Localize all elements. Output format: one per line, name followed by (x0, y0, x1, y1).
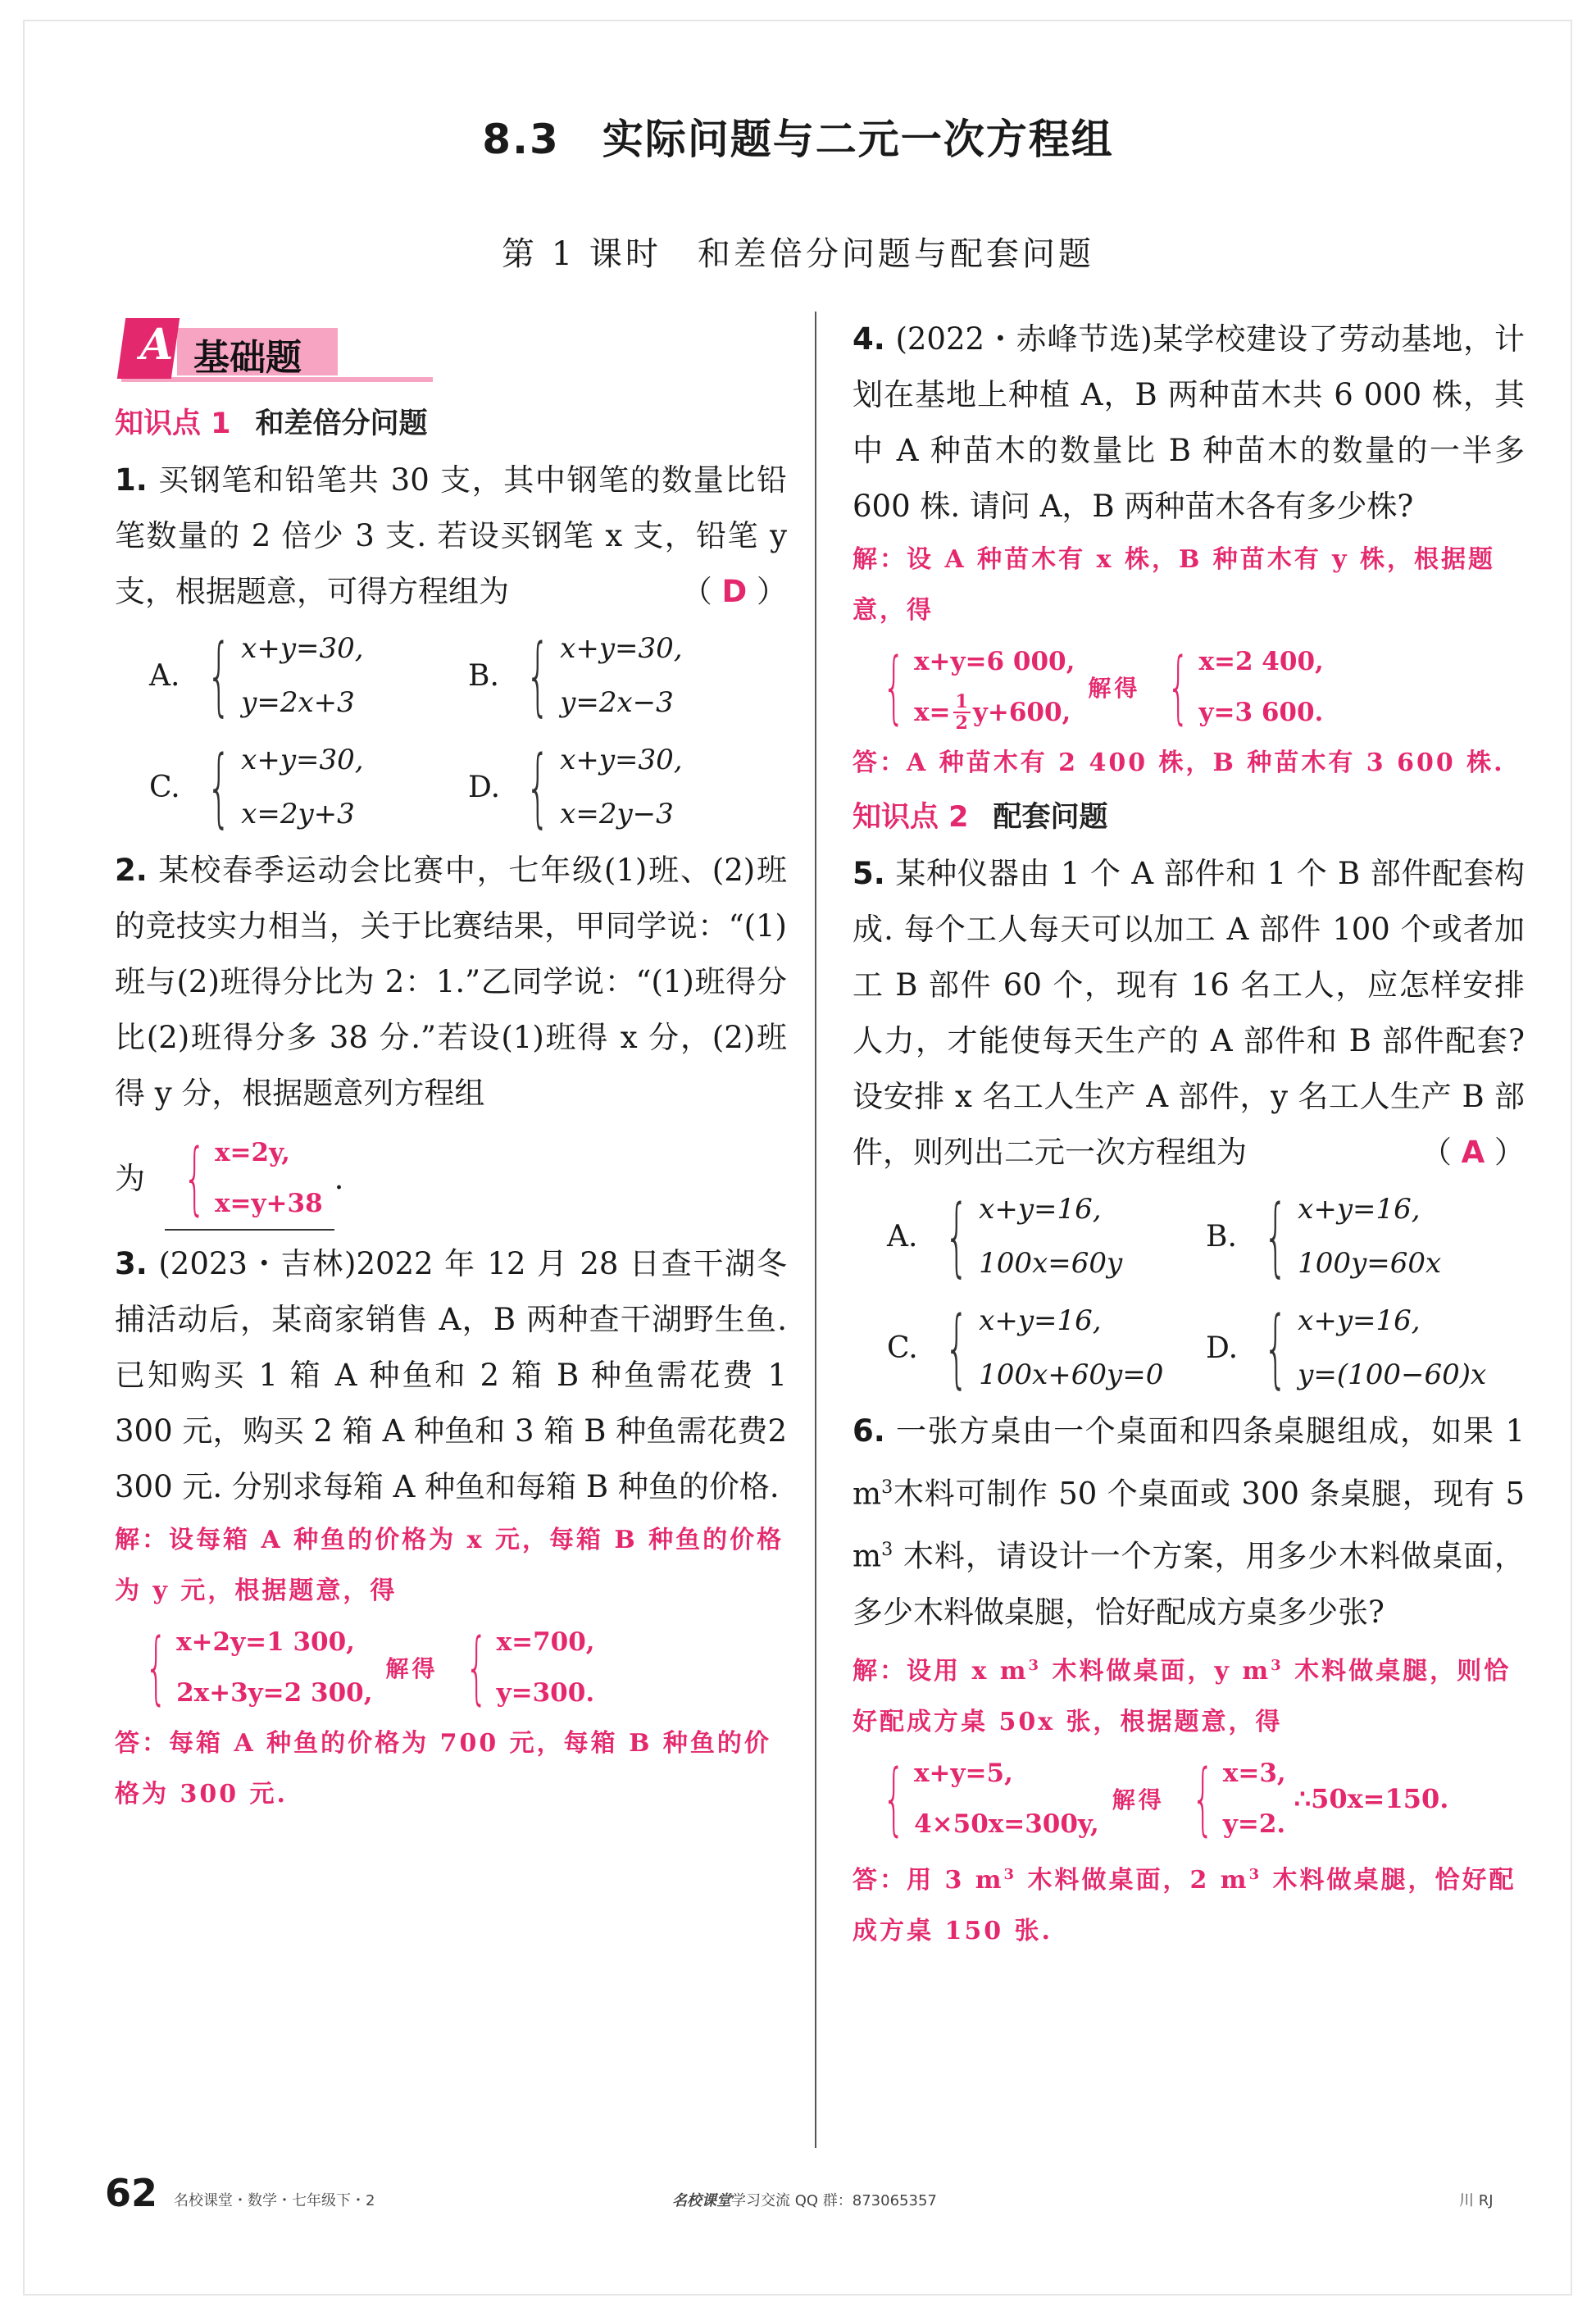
question-text: 买钢笔和铅笔共 30 支，其中钢笔的数量比铅笔数量的 2 倍少 3 支. 若设买钢笔 x 支，铅笔 y 支，根据题意，可得方程组为 (115, 462, 787, 609)
knowledge-point-1 (115, 395, 787, 453)
knowledge-point-2 (853, 789, 1525, 846)
solution-intro: 解：设用 x $m^3$ 木料做桌面，y $m^3$ 木料做桌腿，则恰好配成方桌 50x 张，根据题意，得 (853, 1656, 1512, 1736)
level-label: 基础题 (193, 337, 302, 379)
question-number: 6. (853, 1413, 885, 1449)
question-number: 4. (853, 321, 885, 357)
question-number: 3. (115, 1246, 148, 1281)
solution-system: { x+y=5, 4×50x=300y, 解得 { x=3, y=2. ∴50x=150. (882, 1752, 1449, 1845)
kp-title: 和差倍分问题 (255, 407, 428, 440)
page-footer (0, 2171, 1596, 2220)
fill-blank-answer[interactable]: { x=2y, x=y+38 (165, 1127, 334, 1231)
question-5 (853, 846, 1525, 1404)
question-4 (853, 312, 1525, 789)
level-letter: A (139, 320, 174, 370)
kp-label: 知识点 1 (115, 407, 231, 440)
question-text: 某种仪器由 1 个 A 部件和 1 个 B 部件配套构成. 每个工人每天可以加工 A 部件 100 个或者加工 B 部件 60 个，现有 16 名工人，应怎样安排人力，才能使每天生产的 A 部件和 B 部件配套? 设安排 x 名工人生产 A 部件，y 名工人生产 B 部件，则列出二元一次方程组为 (853, 856, 1525, 1170)
question-text: (2023・吉林)2022 年 12 月 28 日查干湖冬捕活动后，某商家销售 A，B 两种查干湖野生鱼. 已知购买 1 箱 A 种鱼和 2 箱 B 种鱼需花费 1 300 元，购买 2 箱 A 种鱼和 3 箱 B 种鱼需花费2 300 元. 分别求每箱 A 种鱼和每箱 B 种鱼的价格. (115, 1246, 787, 1504)
answer-choice: D (721, 574, 748, 609)
section-title: 8.3 实际问题与二元一次方程组 (482, 116, 1114, 163)
option-b[interactable]: B. { x+y=16, 100y=60x (1206, 1186, 1442, 1286)
solution-answer: 答：用 3 $m^3$ 木料做桌面，2 $m^3$ 木料做桌腿，恰好配成方桌 150 张. (853, 1865, 1516, 1945)
answer-bracket: （ D ） (681, 574, 787, 609)
option-c[interactable]: C. { x+y=30, x=2y+3 (149, 737, 364, 837)
option-a[interactable]: A. { x+y=30, y=2x+3 (149, 626, 364, 726)
options (149, 620, 787, 843)
answer-bracket: （ A ） (1421, 1135, 1525, 1170)
question-1 (115, 453, 787, 843)
column-divider (815, 312, 816, 2148)
solution-intro: 解：设 A 种苗木有 x 株，B 种苗木有 y 株，根据题意，得 (853, 545, 1496, 625)
question-3 (115, 1236, 787, 1820)
brand-logo: 名校课堂 (672, 2192, 731, 2209)
option-d[interactable]: D. { x+y=16, y=(100−60)x (1206, 1298, 1487, 1398)
solution-system: { x+2y=1 300, 2x+3y=2 300, 解得 { x=700, y=300. (144, 1622, 595, 1713)
left-column (115, 312, 787, 1820)
option-b[interactable]: B. { x+y=30, y=2x−3 (468, 626, 683, 726)
edition-mark: 川 RJ (1459, 2192, 1494, 2209)
option-d[interactable]: D. { x+y=30, x=2y−3 (468, 737, 683, 837)
fraction: $\frac{1}{2}$ (953, 692, 971, 733)
option-a[interactable]: A. { x+y=16, 100x=60y (887, 1186, 1123, 1286)
answer-choice: A (1461, 1135, 1485, 1170)
solution-system: { x+y=6 000, x= $\frac{1}{2}$ y+600, 解得 { x=2 400, y=3 600. (882, 641, 1324, 734)
question-number: 1. (115, 462, 148, 498)
question-number: 5. (853, 856, 885, 891)
page-number: 62 (105, 2171, 158, 2215)
question-6: 6. 一张方桌由一个桌面和四条桌腿组成，如果 1 $m^3$木料可制作 50 个桌面或 300 条桌腿，现有 5 $m^3$ 木料，请设计一个方案，用多少木料做桌面，多少木料做桌腿，恰好配成方桌多少张? 解：设用 x $m^3$ 木料做桌面，y $m^3$ 木料做桌腿，则恰好配成方桌 50x 张，根据题意，得 { x+y=5, 4×50x=300y, 解得 { x=3, y=2. ∴50x=150. 答：用 3 $m^3$ 木料做桌面，2 $m^3$ 木料做桌腿，恰好配成方桌 150 张. (853, 1404, 1525, 1957)
solution-answer: 答：每箱 A 种鱼的价格为 700 元，每箱 B 种鱼的价格为 300 元. (115, 1729, 771, 1809)
option-c[interactable]: C. { x+y=16, 100x+60y=0 (887, 1298, 1164, 1398)
question-number: 2. (115, 853, 148, 888)
solution-intro: 解：设每箱 A 种鱼的价格为 x 元，每箱 B 种鱼的价格为 y 元，根据题意，得 (115, 1526, 784, 1605)
question-text: 某校春季运动会比赛中，七年级(1)班、(2)班的竞技实力相当，关于比赛结果，甲同学说：“(1)班与(2)班得分比为 2：1.”乙同学说：“(1)班得分比(2)班得分多 38 分.”若设(1)班得 x 分，(2)班得 y 分，根据题意列方程组 (115, 853, 787, 1111)
right-column (853, 312, 1525, 1957)
question-text: (2022・赤峰节选)某学校建设了劳动基地，计划在基地上种植 A，B 两种苗木共 6 000 株，其中 A 种苗木的数量比 B 种苗木的数量的一半多 600 株. 请问 A，B 两种苗木各有多少株? (853, 321, 1525, 524)
lesson-subtitle: 第 1 课时 和差倍分问题与配套问题 (502, 235, 1094, 273)
kp-label: 知识点 2 (853, 801, 969, 834)
options (887, 1181, 1525, 1404)
kp-title: 配套问题 (993, 801, 1108, 834)
book-info: 名校课堂・数学・七年级下・2 (174, 2192, 375, 2209)
level-banner (115, 312, 787, 387)
solution-answer: 答：A 种苗木有 2 400 株，B 种苗木有 3 600 株. (853, 748, 1505, 777)
group-info: 名校课堂学习交流 QQ 群：873065357 (672, 2192, 937, 2209)
question-2: 2. 某校春季运动会比赛中，七年级(1)班、(2)班的竞技实力相当，关于比赛结果，甲同学说：“(1)班与(2)班得分比为 2：1.”乙同学说：“(1)班得分比(2)班得分多 38 分.”若设(1)班得 x 分，(2)班得 y 分，根据题意列方程组 为 { x=2y, x=y+38 . (115, 843, 787, 1236)
